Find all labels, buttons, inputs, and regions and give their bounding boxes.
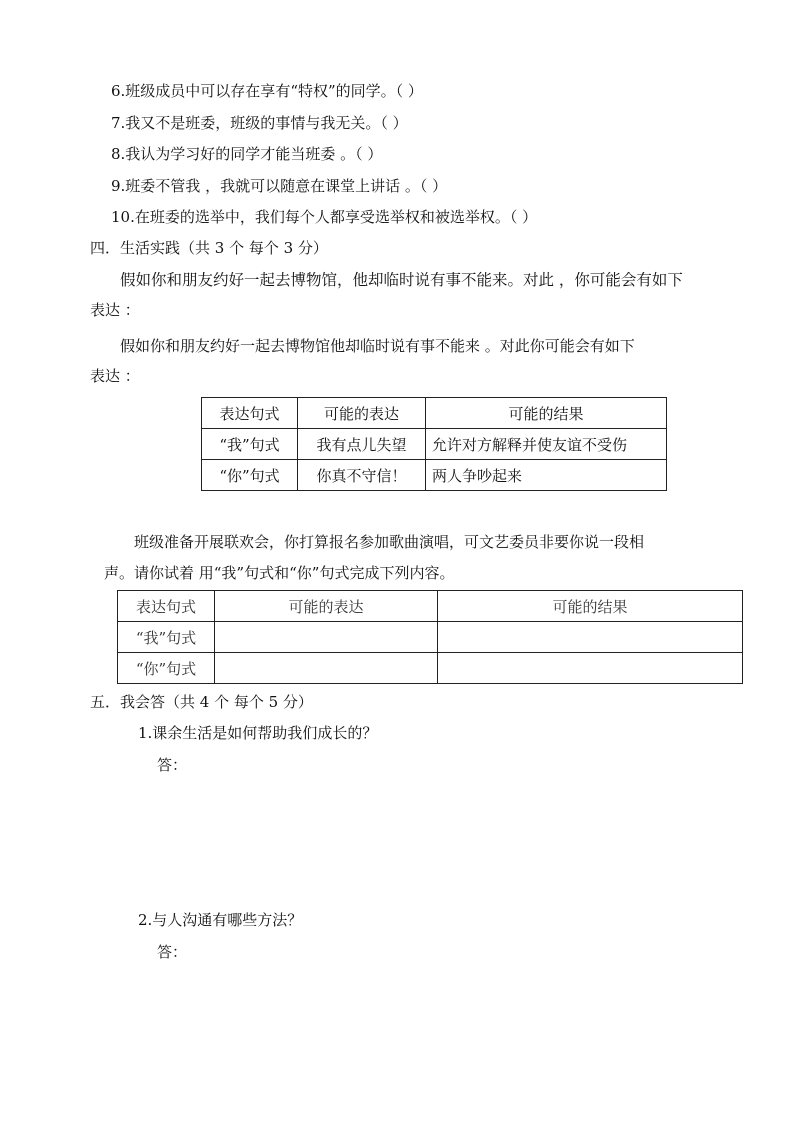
table-cell: 我有点儿失望 bbox=[298, 429, 426, 460]
table-header: 可能的结果 bbox=[426, 398, 667, 429]
table-cell: “我”句式 bbox=[202, 429, 298, 460]
judge-item-10: 10.在班委的选举中，我们每个人都享受选举权和被选举权。（ ） bbox=[111, 208, 538, 226]
section5-title: 五．我会答（共 4 个 每个 5 分） bbox=[90, 693, 313, 711]
judge-item-8: 8.我认为学习好的同学才能当班委 。（ ） bbox=[111, 145, 383, 163]
table-header-row bbox=[202, 398, 667, 429]
table-cell: “你”句式 bbox=[118, 653, 215, 684]
table-row bbox=[118, 653, 743, 684]
judge-item-6: 6.班级成员中可以存在享有“特权”的同学。（ ） bbox=[111, 82, 423, 100]
judge-item-7: 7.我又不是班委，班级的事情与我无关。（ ） bbox=[111, 114, 408, 132]
table-header: 表达句式 bbox=[118, 591, 215, 622]
table-cell: “你”句式 bbox=[202, 460, 298, 491]
answer-cell[interactable] bbox=[215, 653, 438, 684]
section4-para1-line1: 假如你和朋友约好一起去博物馆，他却临时说有事不能来。对此 ，你可能会有如下 bbox=[120, 271, 683, 289]
example-table bbox=[201, 397, 667, 491]
table-cell: 两人争吵起来 bbox=[426, 460, 667, 491]
question-2: 2.与人沟通有哪些方法？ bbox=[138, 911, 303, 929]
section4-para2-line2: 表达 ： bbox=[90, 367, 140, 385]
section4-para2-line1: 假如你和朋友约好一起去博物馆他却临时说有事不能来 。对此你可能会有如下 bbox=[120, 337, 635, 355]
section4-title: 四．生活实践（共 3 个 每个 3 分） bbox=[90, 239, 328, 257]
table-row bbox=[202, 429, 667, 460]
table-cell: “我”句式 bbox=[118, 622, 215, 653]
table-cell: 允许对方解释并使友谊不受伤 bbox=[426, 429, 667, 460]
answer-cell[interactable] bbox=[438, 653, 743, 684]
table-cell: 你真不守信！ bbox=[298, 460, 426, 491]
table-header: 表达句式 bbox=[202, 398, 298, 429]
judge-item-9: 9.班委不管我 ，我就可以随意在课堂上讲话 。（ ） bbox=[111, 177, 448, 195]
table-row bbox=[118, 622, 743, 653]
question-1: 1.课余生活是如何帮助我们成长的？ bbox=[138, 724, 378, 742]
answer-cell[interactable] bbox=[438, 622, 743, 653]
table-header: 可能的表达 bbox=[215, 591, 438, 622]
answer-cell[interactable] bbox=[215, 622, 438, 653]
answer-label-1: 答： bbox=[157, 756, 188, 774]
section4-para3-line2: 声。请你试着 用“我”句式和“你”句式完成下列内容。 bbox=[104, 564, 455, 582]
table-header: 可能的结果 bbox=[438, 591, 743, 622]
table-row bbox=[202, 460, 667, 491]
table-header: 可能的表达 bbox=[298, 398, 426, 429]
answer-label-2: 答： bbox=[157, 943, 188, 961]
section4-para3-line1: 班级准备开展联欢会，你打算报名参加歌曲演唱，可文艺委员非要你说一段相 bbox=[134, 533, 645, 551]
section4-para1-line2: 表达 ： bbox=[90, 301, 140, 319]
table-header-row bbox=[118, 591, 743, 622]
fill-table bbox=[117, 590, 743, 684]
